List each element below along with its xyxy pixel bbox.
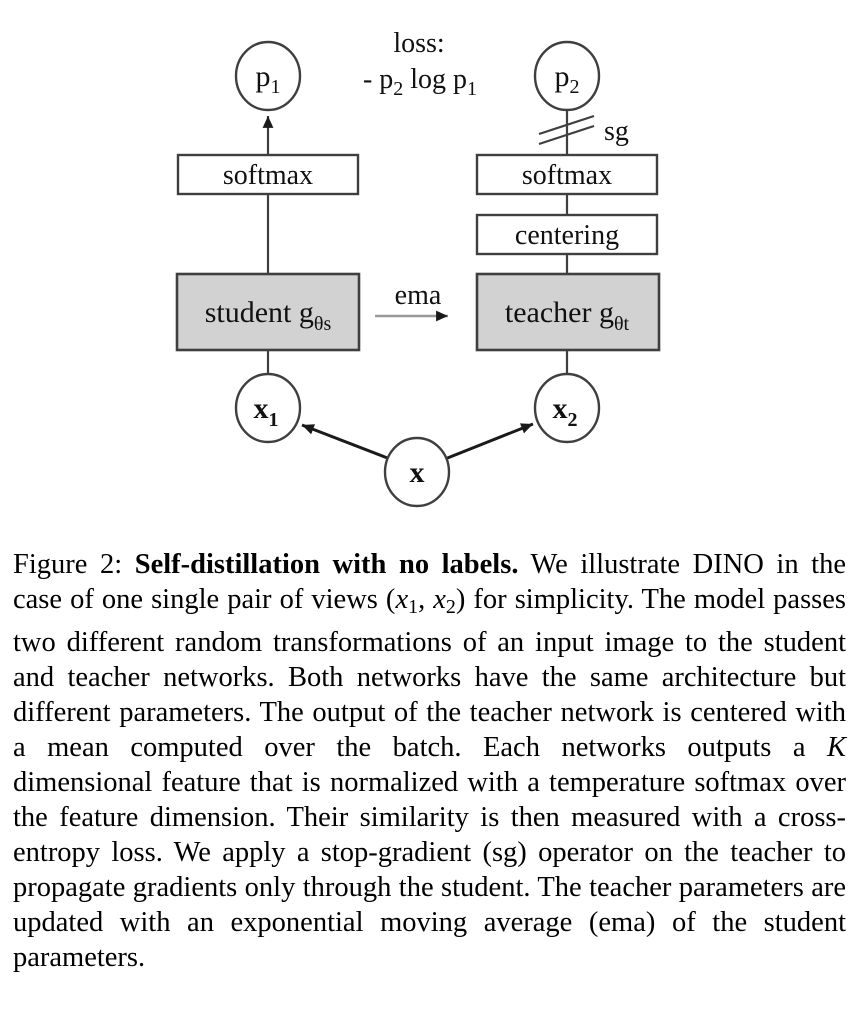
figure-caption	[13, 547, 846, 975]
caption-run: Figure 2:	[13, 549, 135, 580]
caption-run: x	[395, 584, 409, 615]
caption-run: ,	[418, 584, 434, 615]
loss-formula	[363, 64, 477, 100]
p2-label-main: p	[554, 60, 570, 93]
loss-formula-sub: 2	[393, 78, 404, 100]
caption-run: ) for simplicity. The model passes two different random transformations of an input image to the student and teacher networks. Both networks have the same architecture but different parameters. The output of the teacher network is centered with a mean computed over the batch. Each networks outputs a	[13, 584, 847, 763]
input-views	[302, 424, 533, 506]
student-label-main: student g	[204, 296, 314, 329]
x-to-x1-arrow	[302, 425, 390, 459]
p1-label-sub: 1	[270, 76, 281, 98]
caption-run: dimensional feature that is normalized with a temperature softmax over the feature dimension. Their similarity is then measured with a cross-entropy loss. We apply a stop-gradient (sg) operator on the teacher to propagate gradients only through the student. The teacher parameters are updated with an exponential moving average (ema) of the student parameters.	[13, 766, 846, 973]
caption-run: K	[826, 731, 846, 763]
loss-formula-part: log p	[403, 64, 468, 95]
ema-label: ema	[394, 280, 442, 311]
caption-run: 1	[408, 595, 419, 618]
ema-update	[375, 280, 448, 316]
caption-run: x	[433, 584, 446, 615]
p2-label-sub: 2	[569, 76, 580, 98]
teacher-branch	[477, 42, 659, 442]
centering-label: centering	[514, 220, 620, 251]
caption-run: Self-distillation with no labels.	[134, 549, 519, 580]
x-to-x2-arrow	[445, 424, 533, 459]
student-branch	[177, 42, 359, 442]
x1-label-sub: 1	[268, 409, 279, 431]
teacher-softmax-label: softmax	[521, 160, 613, 191]
teacher-label-main: teacher g	[504, 296, 614, 329]
x2-label-main: x	[552, 392, 568, 425]
teacher-label-sub: θt	[613, 313, 630, 335]
x-label: x	[409, 456, 425, 489]
p1-label-main: p	[255, 60, 271, 93]
caption-run: 2	[445, 595, 456, 618]
loss-formula-part: - p	[362, 64, 394, 95]
x1-label-main: x	[253, 392, 269, 425]
x2-label-sub: 2	[567, 409, 578, 431]
loss-formula-sub: 1	[467, 78, 478, 100]
loss-title: loss:	[393, 28, 445, 59]
caption-run: We illustrate DINO in the case of one single pair of views (	[13, 549, 846, 615]
student-label-sub: θs	[313, 313, 332, 335]
student-softmax-label: softmax	[222, 160, 314, 191]
stop-gradient-label: sg	[604, 116, 629, 147]
